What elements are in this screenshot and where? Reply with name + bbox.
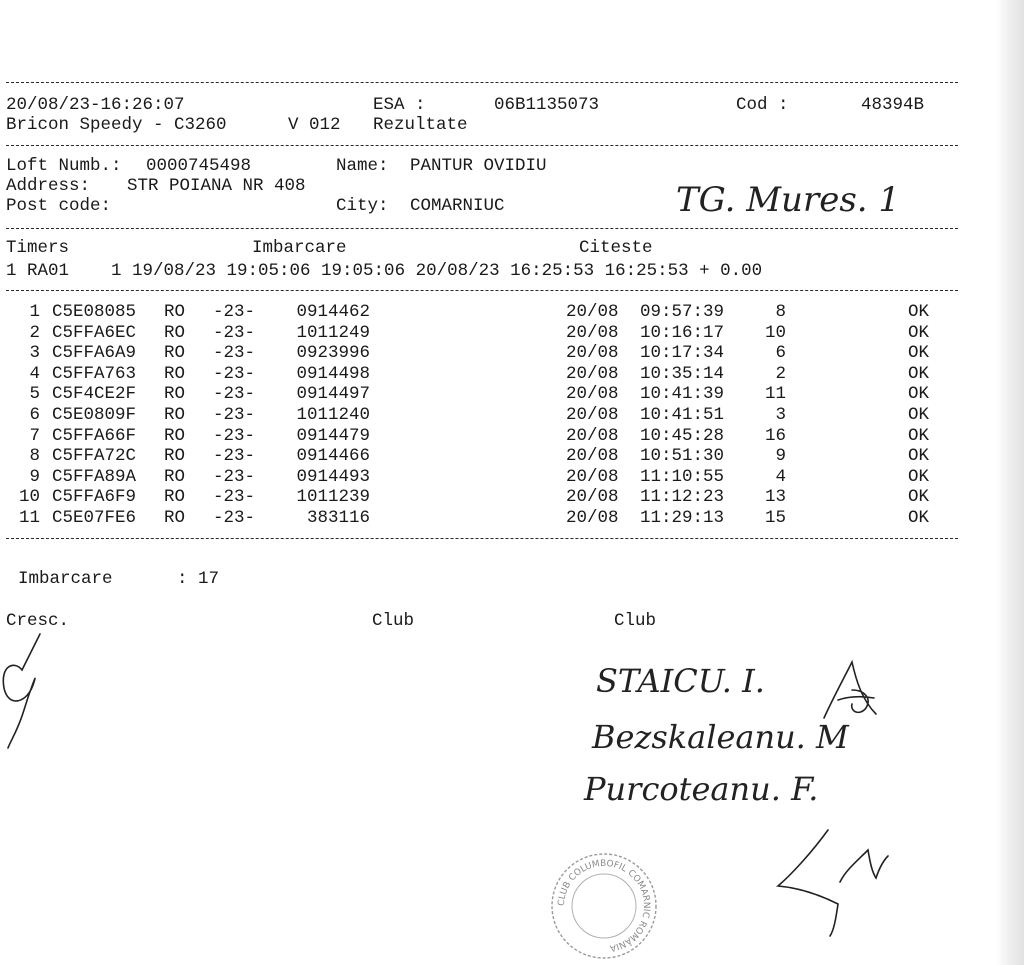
result-row bbox=[0, 364, 960, 384]
handwritten-city: TG. Mures. 1 bbox=[676, 180, 901, 220]
result-chip: C5FFA66F bbox=[52, 425, 137, 446]
result-pos: 8 bbox=[775, 302, 786, 322]
result-time: 10:16:17 bbox=[640, 322, 725, 343]
report-datetime: 20/08/23-16:26:07 bbox=[6, 95, 185, 115]
result-ring: 0914493 bbox=[296, 466, 370, 487]
cod-value: 48394B bbox=[861, 95, 925, 115]
result-status: OK bbox=[908, 405, 930, 425]
result-year: -23- bbox=[213, 446, 256, 467]
result-country: RO bbox=[164, 508, 186, 528]
result-pos: 3 bbox=[775, 405, 786, 425]
result-ring: 0914462 bbox=[296, 302, 370, 322]
result-row bbox=[0, 426, 960, 446]
result-pos: 10 bbox=[764, 322, 786, 343]
result-time: 11:29:13 bbox=[640, 508, 725, 528]
result-n: 8 bbox=[29, 446, 40, 467]
result-chip: C5E0809F bbox=[52, 405, 137, 425]
scan-edge bbox=[996, 0, 1024, 965]
loft-label: Loft Numb.: bbox=[6, 156, 122, 176]
result-year: -23- bbox=[213, 384, 256, 405]
result-chip: C5FFA6A9 bbox=[52, 343, 137, 364]
result-pos: 2 bbox=[775, 363, 786, 384]
result-time: 10:17:34 bbox=[640, 343, 725, 364]
result-pos: 11 bbox=[764, 384, 786, 405]
result-country: RO bbox=[164, 446, 186, 467]
result-time: 11:10:55 bbox=[640, 466, 725, 487]
club-stamp bbox=[546, 848, 662, 964]
result-status: OK bbox=[908, 343, 930, 364]
result-ring: 0914479 bbox=[296, 425, 370, 446]
post-code-label: Post code: bbox=[6, 196, 112, 216]
timers-header: Timers bbox=[6, 238, 70, 258]
result-status: OK bbox=[908, 384, 930, 405]
result-chip: C5FFA6F9 bbox=[52, 487, 137, 508]
result-date: 20/08 bbox=[566, 384, 619, 405]
handwritten-name-3: Purcoteanu. F. bbox=[584, 770, 819, 808]
result-n: 11 bbox=[18, 508, 40, 528]
result-country: RO bbox=[164, 343, 186, 364]
result-country: RO bbox=[164, 363, 186, 384]
result-status: OK bbox=[908, 487, 930, 508]
result-date: 20/08 bbox=[566, 343, 619, 364]
result-time: 11:12:23 bbox=[640, 487, 725, 508]
citeste-header: Citeste bbox=[579, 238, 653, 258]
divider bbox=[6, 82, 958, 83]
city-label: City: bbox=[336, 196, 389, 216]
result-date: 20/08 bbox=[566, 508, 619, 528]
result-row bbox=[0, 302, 960, 322]
result-country: RO bbox=[164, 425, 186, 446]
result-chip: C5FFA6EC bbox=[52, 322, 137, 343]
result-date: 20/08 bbox=[566, 302, 619, 322]
result-status: OK bbox=[908, 302, 930, 322]
result-row bbox=[0, 487, 960, 507]
result-chip: C5FFA89A bbox=[52, 466, 137, 487]
result-ring: 1011239 bbox=[296, 487, 370, 508]
breeder-signature bbox=[0, 630, 60, 755]
handwritten-name-2: Bezskaleanu. M bbox=[592, 718, 849, 756]
name-label: Name: bbox=[336, 156, 389, 176]
result-year: -23- bbox=[213, 425, 256, 446]
result-ring: 0914498 bbox=[296, 363, 370, 384]
result-date: 20/08 bbox=[566, 363, 619, 384]
handwritten-name-1: STAICU. I. bbox=[596, 662, 765, 700]
result-pos: 4 bbox=[775, 466, 786, 487]
result-pos: 9 bbox=[775, 446, 786, 467]
result-year: -23- bbox=[213, 466, 256, 487]
esa-value: 06B1135073 bbox=[494, 95, 600, 115]
result-ring: 0914466 bbox=[296, 446, 370, 467]
result-status: OK bbox=[908, 466, 930, 487]
result-n: 5 bbox=[29, 384, 40, 405]
divider bbox=[6, 290, 958, 291]
result-n: 2 bbox=[29, 322, 40, 343]
club-label-2: Club bbox=[614, 611, 657, 631]
result-date: 20/08 bbox=[566, 322, 619, 343]
timer-row: 1 RA01 1 19/08/23 19:05:06 19:05:06 20/08/23 16:25:53 16:25:53 + 0.00 bbox=[6, 261, 763, 281]
result-time: 10:41:39 bbox=[640, 384, 725, 405]
cresc-label: Cresc. bbox=[6, 611, 70, 631]
result-time: 09:57:39 bbox=[640, 302, 725, 322]
result-country: RO bbox=[164, 487, 186, 508]
result-row bbox=[0, 343, 960, 363]
result-chip: C5FFA72C bbox=[52, 446, 137, 467]
stamp-text: CLUB COLUMBOFIL COMARNIC ROMÂNIA bbox=[556, 858, 652, 953]
result-year: -23- bbox=[213, 363, 256, 384]
result-country: RO bbox=[164, 405, 186, 425]
divider bbox=[6, 538, 958, 539]
result-row bbox=[0, 446, 960, 466]
result-date: 20/08 bbox=[566, 446, 619, 467]
result-date: 20/08 bbox=[566, 466, 619, 487]
result-n: 1 bbox=[29, 302, 40, 322]
result-year: -23- bbox=[213, 508, 256, 528]
result-country: RO bbox=[164, 384, 186, 405]
result-status: OK bbox=[908, 363, 930, 384]
result-n: 7 bbox=[29, 425, 40, 446]
result-row bbox=[0, 384, 960, 404]
result-ring: 0923996 bbox=[296, 343, 370, 364]
result-status: OK bbox=[908, 508, 930, 528]
result-n: 3 bbox=[29, 343, 40, 364]
result-n: 6 bbox=[29, 405, 40, 425]
address-value: STR POIANA NR 408 bbox=[127, 176, 306, 196]
result-date: 20/08 bbox=[566, 487, 619, 508]
result-ring: 1011249 bbox=[296, 322, 370, 343]
fancier-name: PANTUR OVIDIU bbox=[410, 156, 547, 176]
club-signature-2 bbox=[772, 822, 892, 942]
imbarcare-summary-label: Imbarcare bbox=[18, 569, 113, 589]
result-status: OK bbox=[908, 425, 930, 446]
result-country: RO bbox=[164, 322, 186, 343]
result-year: -23- bbox=[213, 343, 256, 364]
result-chip: C5E07FE6 bbox=[52, 508, 137, 528]
result-row bbox=[0, 405, 960, 425]
club-label-1: Club bbox=[372, 611, 415, 631]
result-time: 10:45:28 bbox=[640, 425, 725, 446]
result-chip: C5F4CE2F bbox=[52, 384, 137, 405]
result-date: 20/08 bbox=[566, 425, 619, 446]
result-status: OK bbox=[908, 446, 930, 467]
result-pos: 16 bbox=[764, 425, 786, 446]
result-ring: 0914497 bbox=[296, 384, 370, 405]
result-time: 10:35:14 bbox=[640, 363, 725, 384]
svg-text:CLUB COLUMBOFIL COMARNIC ROMÂN bbox=[557, 859, 651, 953]
result-pos: 15 bbox=[764, 508, 786, 528]
imbarcare-summary-value: : 17 bbox=[177, 569, 220, 589]
result-status: OK bbox=[908, 322, 930, 343]
divider bbox=[6, 228, 958, 229]
report-title: Rezultate bbox=[373, 115, 468, 135]
address-label: Address: bbox=[6, 176, 91, 196]
result-time: 10:41:51 bbox=[640, 405, 725, 425]
result-n: 4 bbox=[29, 363, 40, 384]
result-pos: 6 bbox=[775, 343, 786, 364]
result-ring: 383116 bbox=[306, 508, 370, 528]
result-n: 9 bbox=[29, 466, 40, 487]
result-ring: 1011240 bbox=[296, 405, 370, 425]
result-year: -23- bbox=[213, 487, 256, 508]
cod-label: Cod : bbox=[736, 95, 789, 115]
result-n: 10 bbox=[18, 487, 40, 508]
device-version: V 012 bbox=[288, 115, 341, 135]
result-row bbox=[0, 323, 960, 343]
result-date: 20/08 bbox=[566, 405, 619, 425]
result-row bbox=[0, 467, 960, 487]
device-name: Bricon Speedy - C3260 bbox=[6, 115, 227, 135]
result-year: -23- bbox=[213, 322, 256, 343]
esa-label: ESA : bbox=[373, 95, 426, 115]
result-pos: 13 bbox=[764, 487, 786, 508]
result-country: RO bbox=[164, 466, 186, 487]
result-chip: C5FFA763 bbox=[52, 363, 137, 384]
imbarcare-header: Imbarcare bbox=[252, 238, 347, 258]
result-chip: C5E08085 bbox=[52, 302, 137, 322]
loft-number: 0000745498 bbox=[146, 156, 252, 176]
divider bbox=[6, 145, 958, 146]
result-row bbox=[0, 508, 960, 528]
city-value: COMARNIUC bbox=[410, 196, 505, 216]
result-time: 10:51:30 bbox=[640, 446, 725, 467]
result-year: -23- bbox=[213, 302, 256, 322]
result-year: -23- bbox=[213, 405, 256, 425]
club-signature-1 bbox=[816, 656, 886, 726]
result-country: RO bbox=[164, 302, 186, 322]
